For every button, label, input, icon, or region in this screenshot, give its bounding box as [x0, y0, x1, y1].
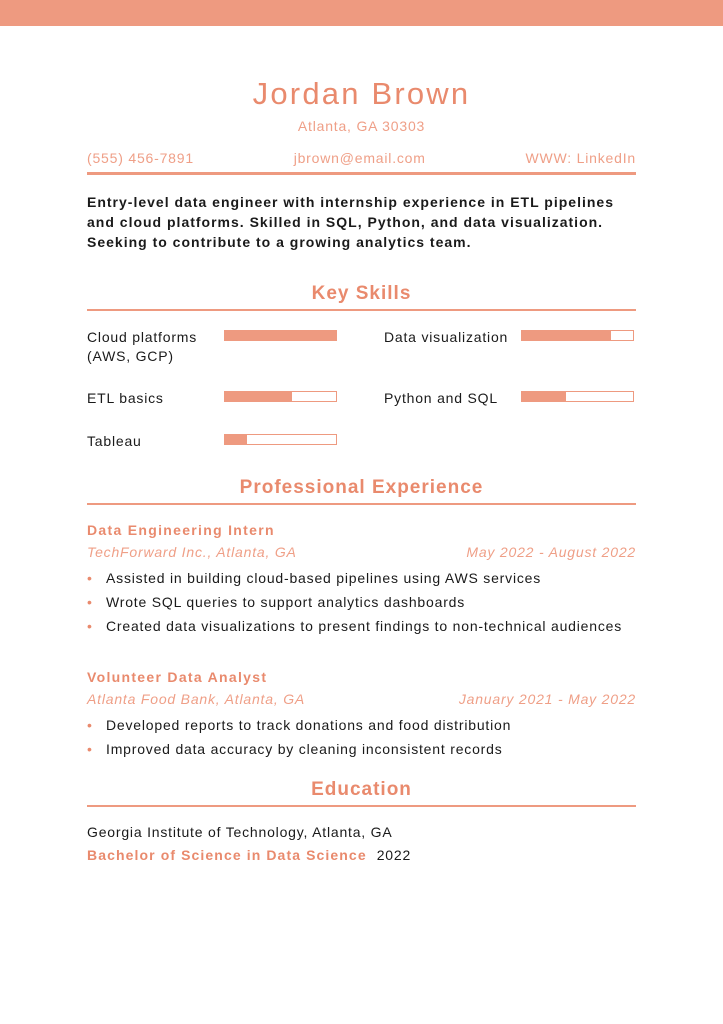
bullet-icon: • [87, 594, 93, 610]
skills-section-title: Key Skills [311, 283, 412, 304]
job-dates: May 2022 - August 2022 [466, 544, 636, 560]
list-item: • Developed reports to track donations and food distribution [87, 717, 512, 733]
list-item: • Created data visualizations to present findings to non-technical audiences [87, 618, 623, 634]
website-link: WWW: LinkedIn [525, 150, 636, 166]
contact-row [87, 150, 636, 166]
skill-level-fill [225, 331, 336, 340]
phone-number: (555) 456-7891 [87, 150, 194, 166]
skill-name: Tableau [87, 433, 142, 449]
skill-level-fill [522, 392, 566, 401]
degree-name: Bachelor of Science in Data Science [87, 847, 367, 863]
job-dates: January 2021 - May 2022 [458, 691, 636, 707]
skill-name: ETL basics [87, 390, 164, 406]
skill-level-bar [224, 434, 337, 445]
job-company: Atlanta Food Bank, Atlanta, GA [87, 691, 306, 707]
job-meta [87, 544, 636, 560]
experience-section-title: Professional Experience [239, 477, 484, 498]
list-item: • Assisted in building cloud-based pipelines using AWS services [87, 570, 542, 586]
skills-divider [87, 309, 636, 311]
education-section-title: Education [311, 779, 412, 800]
list-item: • Improved data accuracy by cleaning inconsistent records [87, 741, 503, 757]
job-title: Volunteer Data Analyst [87, 669, 268, 685]
bullet-icon: • [87, 717, 93, 733]
candidate-address: Atlanta, GA 30303 [297, 118, 426, 134]
graduation-year: 2022 [376, 847, 412, 863]
email-address: jbrown@email.com [293, 150, 426, 166]
skill-name: Cloud platforms (AWS, GCP) [87, 329, 198, 364]
skill-level-bar [224, 391, 337, 402]
skill-level-bar [521, 391, 634, 402]
degree-line [87, 847, 636, 863]
skill-level-fill [225, 435, 247, 444]
job-bullets [87, 569, 636, 641]
bullet-icon: • [87, 570, 93, 586]
job-meta [87, 691, 636, 707]
skill-name: Data visualization [384, 329, 509, 345]
bullet-icon: • [87, 741, 93, 757]
top-color-band [0, 0, 723, 26]
list-item: • Wrote SQL queries to support analytics dashboards [87, 594, 466, 610]
job-title: Data Engineering Intern [87, 522, 275, 538]
skill-name: Python and SQL [384, 390, 498, 406]
experience-divider [87, 503, 636, 505]
candidate-name: Jordan Brown [252, 76, 471, 111]
header-divider [87, 172, 636, 175]
skill-level-bar [224, 330, 337, 341]
job-bullets [87, 716, 636, 764]
school-name: Georgia Institute of Technology, Atlanta, GA [87, 824, 393, 840]
job-company: TechForward Inc., Atlanta, GA [87, 544, 297, 560]
education-divider [87, 805, 636, 807]
skill-level-fill [225, 392, 292, 401]
skill-level-bar [521, 330, 634, 341]
skill-level-fill [522, 331, 611, 340]
bullet-icon: • [87, 618, 93, 634]
professional-summary: Entry-level data engineer with internship experience in ETL pipelines and cloud platforms. Skilled in SQL, Python, and data visualization. Seeking to contribute to a growing analytics team. [87, 194, 614, 250]
